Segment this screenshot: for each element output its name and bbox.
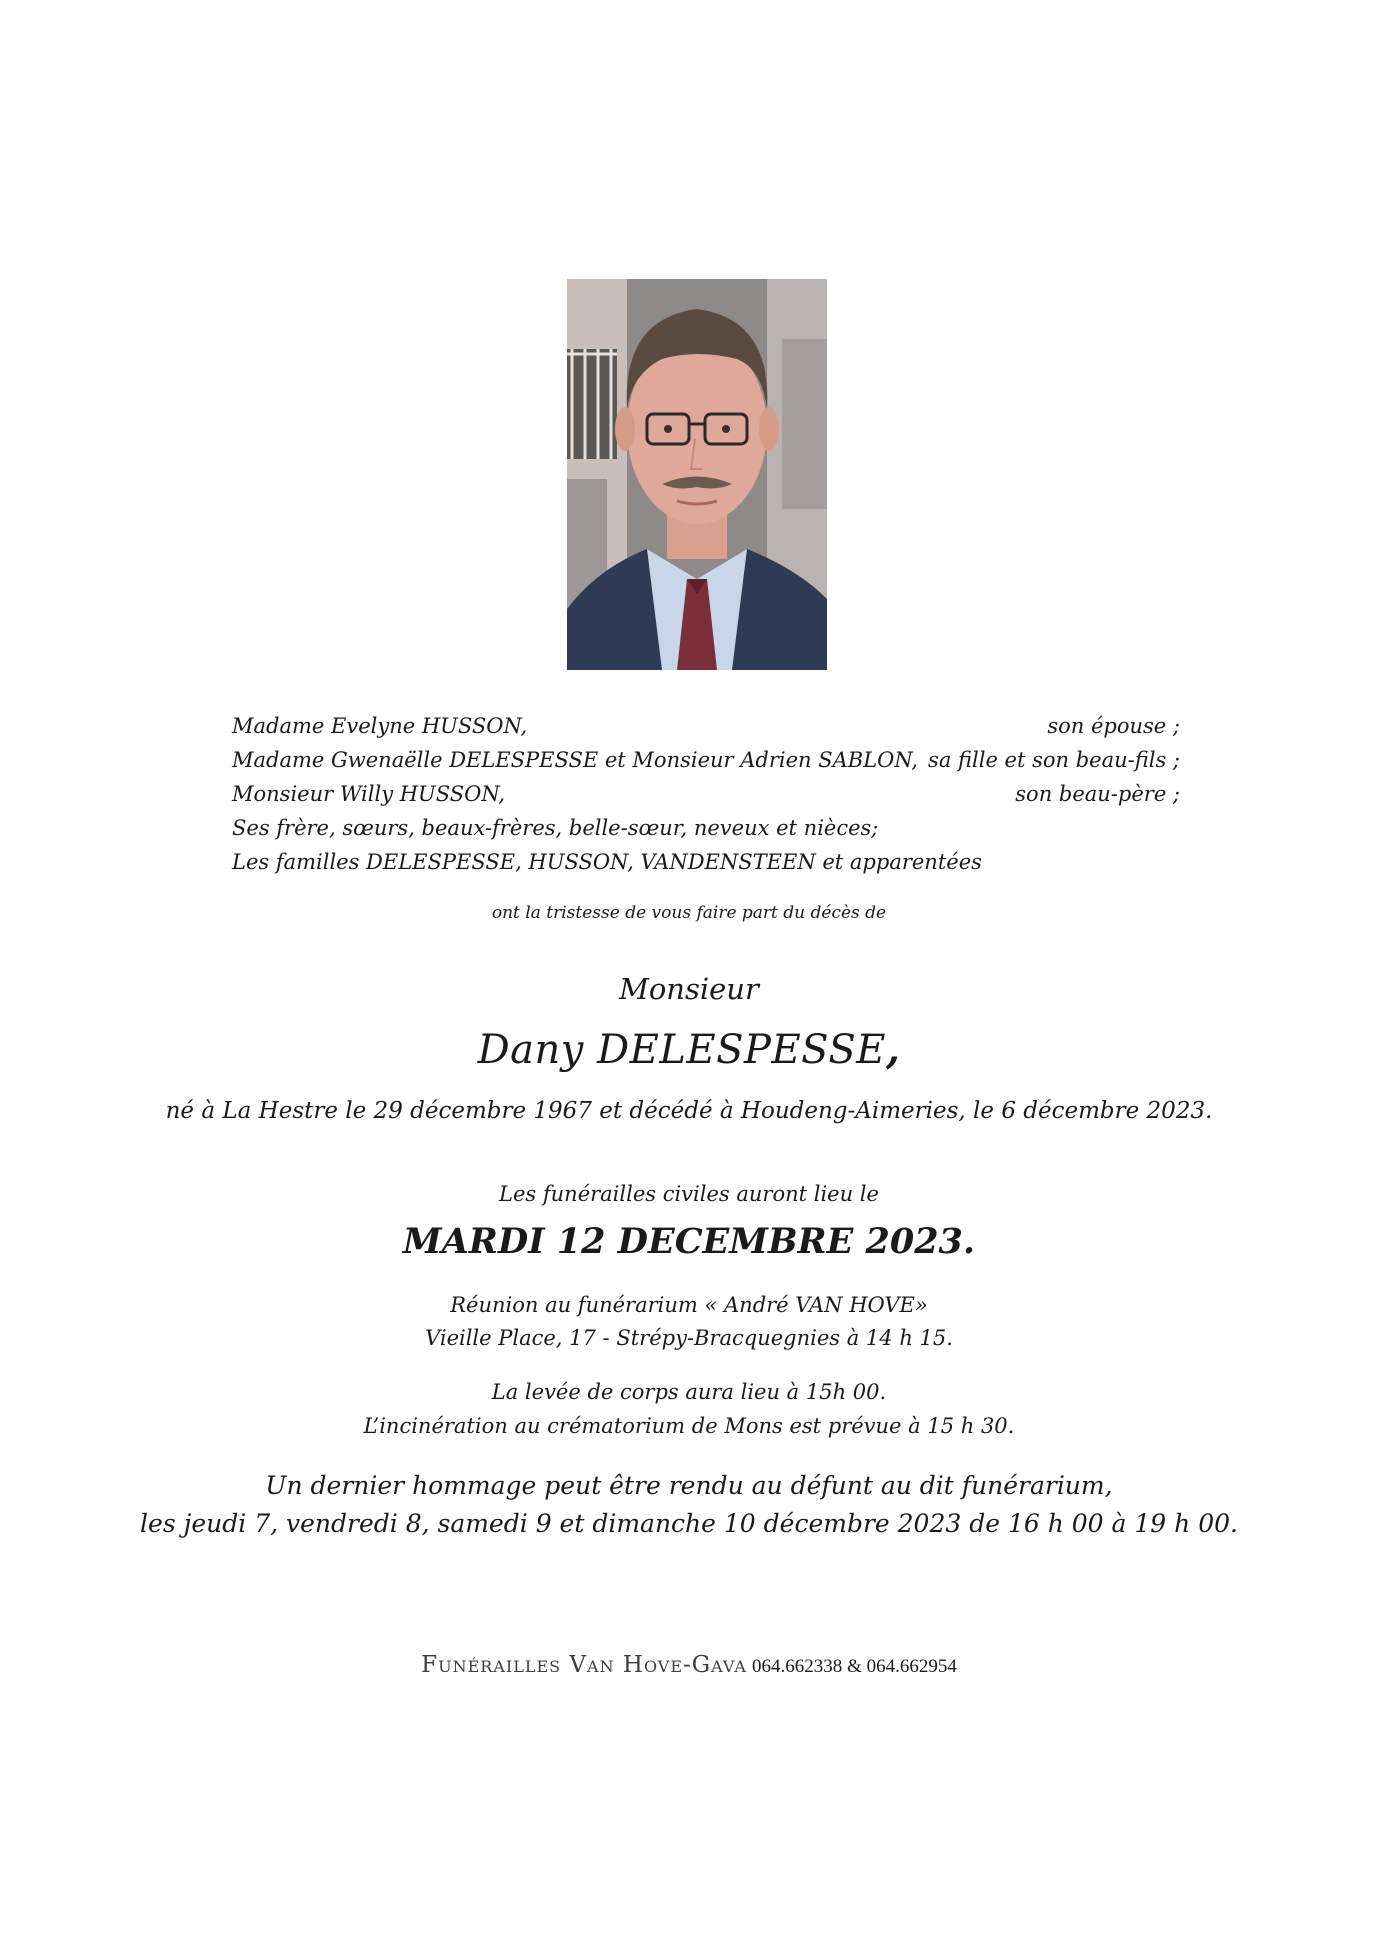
family-row — [232, 845, 1180, 879]
portrait-photo — [567, 279, 827, 670]
gathering-info — [0, 1289, 1378, 1355]
family-member: Monsieur Willy HUSSON, — [232, 782, 506, 806]
deceased-name-comma: , — [885, 1026, 901, 1073]
family-row — [232, 811, 1180, 845]
homage-line-2: les jeudi 7, vendredi 8, samedi 9 et dimanche 10 décembre 2023 de 16 h 00 à 19 h 00. — [140, 1509, 1238, 1538]
family-relation: son beau-père ; — [1015, 782, 1180, 806]
ceremony-line-2: L’incinération au crématorium de Mons est prévue à 15 h 30. — [363, 1414, 1015, 1438]
family-member: Madame Gwenaëlle DELESPESSE et Monsieur Adrien SABLON, — [232, 748, 919, 772]
family-row — [232, 743, 1180, 777]
birth-death-info: né à La Hestre le 29 décembre 1967 et décédé à Houdeng-Aimeries, le 6 décembre 2023. — [165, 1098, 1213, 1124]
family-relation: son épouse ; — [1047, 714, 1180, 738]
family-row — [232, 709, 1180, 743]
announcement-text: ont la tristesse de vous faire part du décès de — [491, 903, 887, 923]
family-member: Les familles DELESPESSE, HUSSON, VANDENSTEEN et apparentées — [232, 850, 982, 874]
homage-line-1: Un dernier hommage peut être rendu au défunt au dit funérarium, — [265, 1471, 1113, 1500]
family-row — [232, 777, 1180, 811]
family-list — [232, 709, 1180, 879]
funeral-home-name: Funérailles Van Hove-Gava — [421, 1652, 747, 1678]
funeral-date: MARDI 12 DECEMBRE 2023. — [402, 1221, 976, 1262]
homage-info — [0, 1467, 1378, 1543]
deceased-title: Monsieur — [619, 972, 759, 1006]
family-member: Ses frère, sœurs, beaux-frères, belle-sœur, neveux et nièces; — [232, 816, 879, 840]
funeral-home-phones: 064.662338 & 064.662954 — [752, 1656, 957, 1677]
gathering-line-1: Réunion au funérarium « André VAN HOVE» — [450, 1293, 928, 1317]
family-relation: sa fille et son beau-fils ; — [928, 748, 1180, 772]
ceremony-info — [0, 1375, 1378, 1443]
deceased-name: Dany DELESPESSE — [477, 1027, 886, 1073]
gathering-line-2: Vieille Place, 17 - Strépy-Bracquegnies à 14 h 15. — [425, 1326, 953, 1350]
family-member: Madame Evelyne HUSSON, — [232, 714, 528, 738]
deceased-name-line — [0, 1026, 1378, 1073]
ceremony-line-1: La levée de corps aura lieu à 15h 00. — [491, 1380, 887, 1404]
funeral-intro: Les funérailles civiles auront lieu le — [499, 1182, 879, 1206]
portrait-illustration — [567, 279, 827, 670]
funeral-home-footer — [0, 1652, 1378, 1678]
